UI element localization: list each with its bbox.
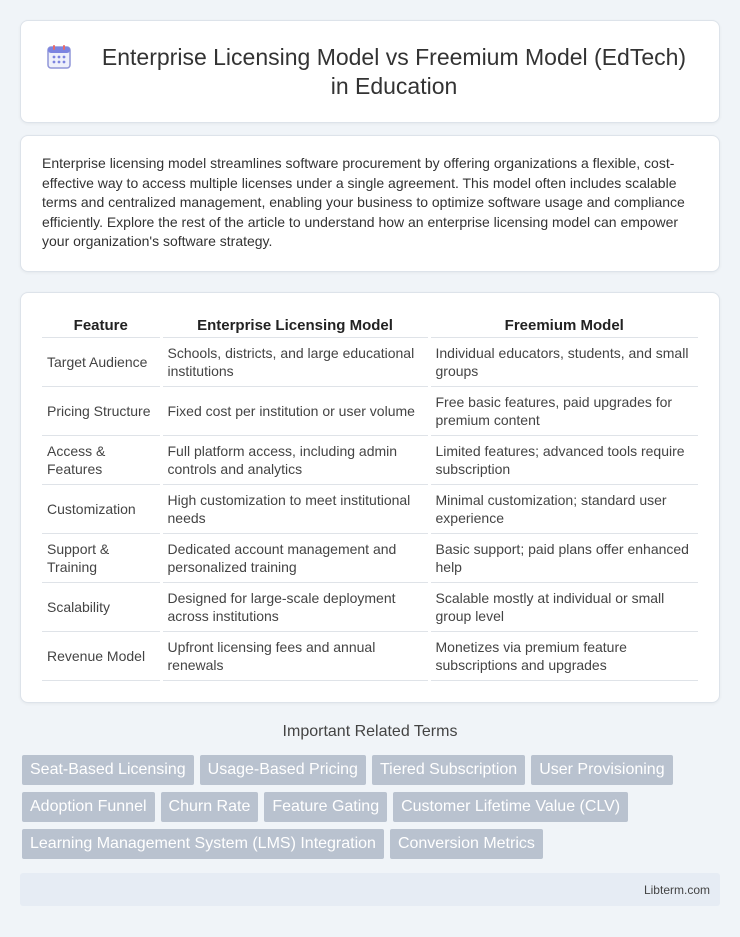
feature-cell: Revenue Model [42,631,161,680]
page-title: Enterprise Licensing Model vs Freemium Model (EdTech) in Education [101,43,687,99]
header-freemium: Freemium Model [429,313,698,337]
table-row [42,582,698,631]
table-row [42,631,698,680]
related-terms-title: Important Related Terms [282,723,458,740]
footer-site-link[interactable]: Libterm.com [643,883,710,897]
related-term-tag[interactable]: Feature Gating [264,792,387,822]
calendar-icon [46,44,72,70]
table-row [42,435,698,484]
related-term-tag[interactable]: Tiered Subscription [372,755,525,785]
enterprise-cell: Full platform access, including admin controls and analytics [161,435,429,484]
enterprise-cell: Designed for large-scale deployment across institutions [161,582,429,631]
comparison-table [42,313,698,681]
enterprise-cell: Upfront licensing fees and annual renewals [161,631,429,680]
related-term-tag[interactable]: Usage-Based Pricing [200,755,366,785]
footer [20,873,720,906]
related-term-tag[interactable]: Conversion Metrics [390,829,543,859]
related-term-tag[interactable]: User Provisioning [531,755,672,785]
header-feature: Feature [42,313,161,337]
related-term-tag[interactable]: Customer Lifetime Value (CLV) [393,792,628,822]
freemium-cell: Free basic features, paid upgrades for premium content [429,386,698,435]
feature-cell: Access & Features [42,435,161,484]
table-row [42,484,698,533]
related-term-tag[interactable]: Adoption Funnel [22,792,155,822]
header-enterprise: Enterprise Licensing Model [161,313,429,337]
related-terms-list [22,755,712,859]
related-term-tag[interactable]: Learning Management System (LMS) Integration [22,829,384,859]
freemium-cell: Individual educators, students, and small groups [429,337,698,386]
intro-card [20,135,720,272]
freemium-cell: Basic support; paid plans offer enhanced help [429,533,698,582]
feature-cell: Target Audience [42,337,161,386]
table-header-row [42,313,698,337]
freemium-cell: Monetizes via premium feature subscriptions and upgrades [429,631,698,680]
comparison-card [20,292,720,703]
intro-paragraph: Enterprise licensing model streamlines software procurement by offering organizations a flexible, cost-effective way to access multiple licenses under a single agreement. This model often includes scalable terms and centralized management, enabling your business to optimize software usage and compliance efficiently. Explore the rest of the article to understand how an enterprise licensing model can empower your organization's software strategy. [42,155,685,249]
header-card [20,20,720,123]
feature-cell: Pricing Structure [42,386,161,435]
feature-cell: Support & Training [42,533,161,582]
table-row [42,386,698,435]
related-term-tag[interactable]: Seat-Based Licensing [22,755,194,785]
enterprise-cell: Dedicated account management and personalized training [161,533,429,582]
enterprise-cell: High customization to meet institutional needs [161,484,429,533]
related-term-tag[interactable]: Churn Rate [161,792,259,822]
freemium-cell: Scalable mostly at individual or small group level [429,582,698,631]
table-row [42,533,698,582]
enterprise-cell: Schools, districts, and large educational institutions [161,337,429,386]
table-row [42,337,698,386]
feature-cell: Customization [42,484,161,533]
freemium-cell: Limited features; advanced tools require subscription [429,435,698,484]
freemium-cell: Minimal customization; standard user experience [429,484,698,533]
enterprise-cell: Fixed cost per institution or user volume [161,386,429,435]
feature-cell: Scalability [42,582,161,631]
